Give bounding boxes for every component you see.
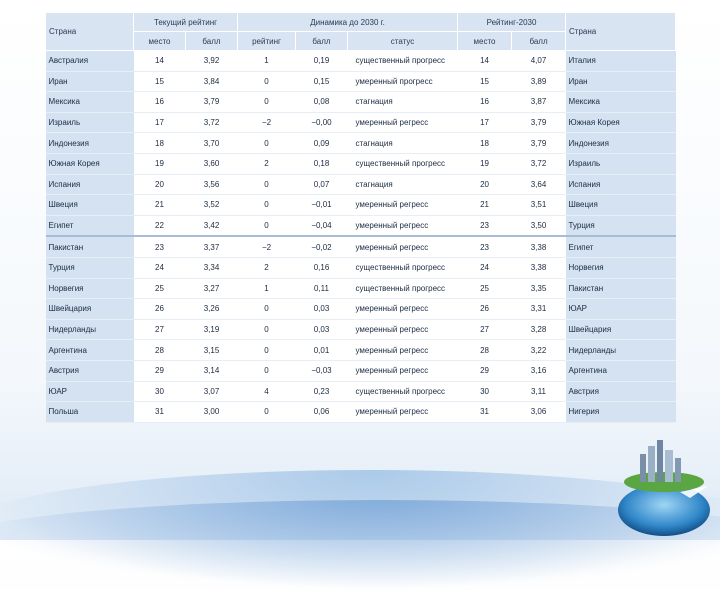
- table-row: [46, 360, 676, 381]
- cell-status: существенный прогресс: [348, 278, 458, 299]
- cell-place: 23: [134, 236, 186, 257]
- cell-place-2030: 25: [458, 278, 512, 299]
- cell-status: умеренный регресс: [348, 195, 458, 216]
- cell-place: 19: [134, 153, 186, 174]
- cell-place-2030: 15: [458, 71, 512, 92]
- table-row: [46, 319, 676, 340]
- cell-country-2030: Швейцария: [566, 319, 676, 340]
- cell-place: 16: [134, 92, 186, 113]
- cell-status: умеренный регресс: [348, 112, 458, 133]
- cell-rating-change: 0: [238, 215, 296, 236]
- header-rating: рейтинг: [238, 32, 296, 51]
- cell-score-change: −0,01: [296, 195, 348, 216]
- cell-country-2030: Египет: [566, 236, 676, 257]
- cell-place: 14: [134, 51, 186, 72]
- cell-country: Иран: [46, 71, 134, 92]
- cell-place-2030: 23: [458, 236, 512, 257]
- cell-status: умеренный регресс: [348, 236, 458, 257]
- cell-score: 3,07: [186, 381, 238, 402]
- cell-country-2030: Испания: [566, 174, 676, 195]
- cell-country-2030: Иран: [566, 71, 676, 92]
- table-row: [46, 257, 676, 278]
- cell-country-2030: Австрия: [566, 381, 676, 402]
- cell-score-2030: 3,79: [512, 112, 566, 133]
- cell-country: Аргентина: [46, 340, 134, 361]
- cell-score: 3,84: [186, 71, 238, 92]
- header-place: место: [134, 32, 186, 51]
- rating-table-container: [45, 12, 675, 423]
- cell-score-2030: 3,89: [512, 71, 566, 92]
- header-place-2030: место: [458, 32, 512, 51]
- cell-status: существенный прогресс: [348, 51, 458, 72]
- cell-rating-change: 1: [238, 51, 296, 72]
- cell-score: 3,79: [186, 92, 238, 113]
- cell-score-2030: 4,07: [512, 51, 566, 72]
- cell-status: существенный прогресс: [348, 381, 458, 402]
- cell-status: существенный прогресс: [348, 257, 458, 278]
- cell-country: Швеция: [46, 195, 134, 216]
- cell-status: умеренный регресс: [348, 360, 458, 381]
- cell-rating-change: −2: [238, 112, 296, 133]
- cell-place-2030: 17: [458, 112, 512, 133]
- table-row: [46, 236, 676, 257]
- cell-rating-change: 0: [238, 360, 296, 381]
- cell-score-2030: 3,16: [512, 360, 566, 381]
- cell-score-change: 0,06: [296, 402, 348, 423]
- cell-country-2030: Мексика: [566, 92, 676, 113]
- cell-rating-change: 0: [238, 319, 296, 340]
- table-row: [46, 174, 676, 195]
- table-row: [46, 340, 676, 361]
- cell-rating-change: 0: [238, 299, 296, 320]
- cell-country: Нидерланды: [46, 319, 134, 340]
- cell-place: 17: [134, 112, 186, 133]
- header-current-rating: Текущий рейтинг: [134, 13, 238, 32]
- cell-country-2030: Турция: [566, 215, 676, 236]
- cell-country: Норвегия: [46, 278, 134, 299]
- cell-score: 3,56: [186, 174, 238, 195]
- cell-score-change: 0,15: [296, 71, 348, 92]
- globe-city-logo: [610, 432, 718, 540]
- cell-place-2030: 18: [458, 133, 512, 154]
- cell-score-change: 0,11: [296, 278, 348, 299]
- cell-place: 26: [134, 299, 186, 320]
- cell-score-change: −0,00: [296, 112, 348, 133]
- cell-country-2030: Нидерланды: [566, 340, 676, 361]
- header-dynamics: Динамика до 2030 г.: [238, 13, 458, 32]
- cell-score-change: 0,01: [296, 340, 348, 361]
- cell-rating-change: 0: [238, 133, 296, 154]
- cell-score-2030: 3,11: [512, 381, 566, 402]
- cell-rating-change: 0: [238, 402, 296, 423]
- cell-rating-change: 0: [238, 92, 296, 113]
- cell-score-2030: 3,06: [512, 402, 566, 423]
- cell-rating-change: 0: [238, 71, 296, 92]
- cell-country-2030: Швеция: [566, 195, 676, 216]
- cell-country-2030: Индонезия: [566, 133, 676, 154]
- cell-country: Индонезия: [46, 133, 134, 154]
- cell-place: 25: [134, 278, 186, 299]
- table-row: [46, 381, 676, 402]
- cell-country-2030: Пакистан: [566, 278, 676, 299]
- header-dyn-score: балл: [296, 32, 348, 51]
- cell-country-2030: ЮАР: [566, 299, 676, 320]
- cell-place: 18: [134, 133, 186, 154]
- rating-table: [45, 12, 676, 423]
- cell-status: существенный прогресс: [348, 153, 458, 174]
- cell-score-change: 0,09: [296, 133, 348, 154]
- cell-score-2030: 3,72: [512, 153, 566, 174]
- cell-score-2030: 3,64: [512, 174, 566, 195]
- cell-place-2030: 30: [458, 381, 512, 402]
- cell-place-2030: 23: [458, 215, 512, 236]
- cell-country: Южная Корея: [46, 153, 134, 174]
- cell-place-2030: 19: [458, 153, 512, 174]
- cell-score: 3,37: [186, 236, 238, 257]
- cell-score-2030: 3,35: [512, 278, 566, 299]
- cell-country: Египет: [46, 215, 134, 236]
- cell-place-2030: 14: [458, 51, 512, 72]
- cell-status: стагнация: [348, 174, 458, 195]
- cell-place-2030: 16: [458, 92, 512, 113]
- cell-score-2030: 3,50: [512, 215, 566, 236]
- table-row: [46, 112, 676, 133]
- cell-score-change: 0,03: [296, 299, 348, 320]
- cell-score-change: 0,08: [296, 92, 348, 113]
- cell-rating-change: 4: [238, 381, 296, 402]
- cell-country: ЮАР: [46, 381, 134, 402]
- cell-place: 30: [134, 381, 186, 402]
- cell-place: 27: [134, 319, 186, 340]
- cell-score-2030: 3,51: [512, 195, 566, 216]
- cell-place: 22: [134, 215, 186, 236]
- cell-score: 3,52: [186, 195, 238, 216]
- cell-status: умеренный регресс: [348, 402, 458, 423]
- cell-place: 15: [134, 71, 186, 92]
- cell-score-change: 0,23: [296, 381, 348, 402]
- cell-score-2030: 3,28: [512, 319, 566, 340]
- cell-score: 3,70: [186, 133, 238, 154]
- cell-score-change: 0,16: [296, 257, 348, 278]
- cell-country: Турция: [46, 257, 134, 278]
- cell-place: 28: [134, 340, 186, 361]
- cell-rating-change: 2: [238, 153, 296, 174]
- cell-country: Мексика: [46, 92, 134, 113]
- cell-country: Австралия: [46, 51, 134, 72]
- cell-status: умеренный прогресс: [348, 71, 458, 92]
- cell-country-2030: Южная Корея: [566, 112, 676, 133]
- cell-rating-change: 0: [238, 174, 296, 195]
- cell-country-2030: Норвегия: [566, 257, 676, 278]
- cell-place-2030: 21: [458, 195, 512, 216]
- header-country-right: Страна: [566, 13, 676, 51]
- cell-rating-change: 0: [238, 195, 296, 216]
- cell-status: стагнация: [348, 92, 458, 113]
- cell-score-2030: 3,79: [512, 133, 566, 154]
- cell-score: 3,42: [186, 215, 238, 236]
- cell-status: умеренный регресс: [348, 215, 458, 236]
- cell-place-2030: 20: [458, 174, 512, 195]
- cell-score-2030: 3,38: [512, 257, 566, 278]
- cell-score: 3,34: [186, 257, 238, 278]
- cell-score: 3,15: [186, 340, 238, 361]
- cell-status: умеренный регресс: [348, 299, 458, 320]
- cell-score-change: 0,07: [296, 174, 348, 195]
- table-row: [46, 153, 676, 174]
- cell-score-2030: 3,38: [512, 236, 566, 257]
- cell-rating-change: 2: [238, 257, 296, 278]
- cell-status: стагнация: [348, 133, 458, 154]
- cell-status: умеренный регресс: [348, 319, 458, 340]
- cell-country: Швейцария: [46, 299, 134, 320]
- header-score-2030: балл: [512, 32, 566, 51]
- cell-place: 31: [134, 402, 186, 423]
- cell-place: 21: [134, 195, 186, 216]
- cell-rating-change: −2: [238, 236, 296, 257]
- cell-score: 3,14: [186, 360, 238, 381]
- cell-rating-change: 0: [238, 340, 296, 361]
- cell-place: 24: [134, 257, 186, 278]
- cell-place: 29: [134, 360, 186, 381]
- cell-place-2030: 27: [458, 319, 512, 340]
- cell-place-2030: 28: [458, 340, 512, 361]
- cell-score: 3,26: [186, 299, 238, 320]
- table-row: [46, 133, 676, 154]
- cell-score-change: 0,19: [296, 51, 348, 72]
- cell-country-2030: Италия: [566, 51, 676, 72]
- table-row: [46, 51, 676, 72]
- table-row: [46, 215, 676, 236]
- table-row: [46, 402, 676, 423]
- cell-score-change: 0,18: [296, 153, 348, 174]
- cell-country: Австрия: [46, 360, 134, 381]
- cell-country-2030: Израиль: [566, 153, 676, 174]
- cell-rating-change: 1: [238, 278, 296, 299]
- table-row: [46, 92, 676, 113]
- cell-country-2030: Аргентина: [566, 360, 676, 381]
- cell-country: Испания: [46, 174, 134, 195]
- cell-country: Польша: [46, 402, 134, 423]
- cell-score-2030: 3,87: [512, 92, 566, 113]
- table-row: [46, 299, 676, 320]
- table-body: [46, 51, 676, 423]
- header-score: балл: [186, 32, 238, 51]
- cell-score-change: −0,03: [296, 360, 348, 381]
- table-row: [46, 278, 676, 299]
- header-status: статус: [348, 32, 458, 51]
- cell-score-change: 0,03: [296, 319, 348, 340]
- cell-country: Израиль: [46, 112, 134, 133]
- cell-country-2030: Нигерия: [566, 402, 676, 423]
- cell-country: Пакистан: [46, 236, 134, 257]
- cell-score: 3,27: [186, 278, 238, 299]
- cell-score: 3,92: [186, 51, 238, 72]
- cell-score-change: −0,04: [296, 215, 348, 236]
- cell-score-2030: 3,31: [512, 299, 566, 320]
- cell-status: умеренный регресс: [348, 340, 458, 361]
- header-rating-2030: Рейтинг-2030: [458, 13, 566, 32]
- cell-place-2030: 26: [458, 299, 512, 320]
- cell-score-change: −0,02: [296, 236, 348, 257]
- table-row: [46, 195, 676, 216]
- cell-place-2030: 31: [458, 402, 512, 423]
- table-row: [46, 71, 676, 92]
- cell-place-2030: 29: [458, 360, 512, 381]
- cell-place-2030: 24: [458, 257, 512, 278]
- cell-score: 3,19: [186, 319, 238, 340]
- cell-score-2030: 3,22: [512, 340, 566, 361]
- cell-score: 3,72: [186, 112, 238, 133]
- cell-score: 3,60: [186, 153, 238, 174]
- cell-score: 3,00: [186, 402, 238, 423]
- cell-place: 20: [134, 174, 186, 195]
- header-country: Страна: [46, 13, 134, 51]
